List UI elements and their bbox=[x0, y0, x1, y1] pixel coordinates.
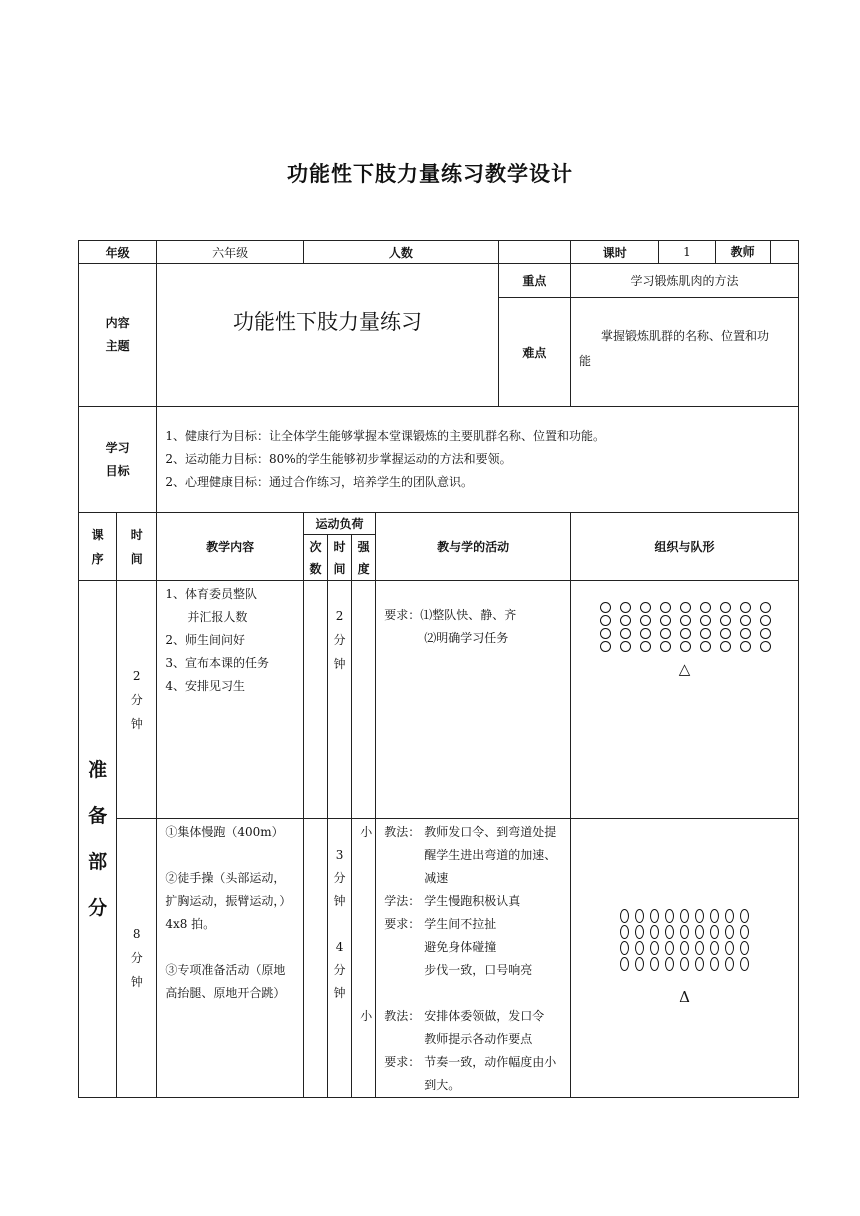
duration-char: 分 bbox=[333, 963, 346, 977]
col-int-line2: 度 bbox=[357, 561, 370, 576]
difficulty-line1: 掌握锻炼肌群的名称、位置和功 bbox=[601, 329, 770, 343]
activity-text: 节奏一致，动作幅度由小 bbox=[424, 1055, 557, 1069]
student-circle-icon bbox=[710, 957, 719, 971]
grade-label: 年级 bbox=[79, 241, 157, 264]
student-circle-icon bbox=[725, 925, 734, 939]
student-circle-icon bbox=[660, 602, 671, 613]
activity-line: ⑵明确学习任务 bbox=[424, 631, 509, 645]
row1-times bbox=[303, 581, 327, 819]
student-circle-icon bbox=[710, 909, 719, 923]
grade-value: 六年级 bbox=[157, 241, 304, 264]
activity-line bbox=[384, 959, 570, 982]
student-circle-icon bbox=[620, 615, 631, 626]
section-char: 分 bbox=[88, 897, 108, 919]
topic-title: 功能性下肢力量练习 bbox=[157, 264, 498, 407]
student-circle-icon bbox=[665, 925, 674, 939]
time-char: 2 bbox=[132, 668, 141, 683]
content-line: 高抬腿、原地开合跳） bbox=[165, 986, 286, 1000]
col-time-line1: 时 bbox=[130, 527, 143, 542]
student-circle-icon bbox=[640, 628, 651, 639]
content-line: 4x8 拍。 bbox=[165, 917, 216, 931]
student-circle-icon bbox=[650, 909, 659, 923]
period-value: 1 bbox=[659, 241, 715, 264]
time-char: 8 bbox=[132, 927, 141, 941]
col-times-line2: 数 bbox=[309, 561, 322, 576]
content-line: 4、安排见习生 bbox=[165, 679, 245, 693]
duration-char: 分 bbox=[333, 871, 346, 885]
student-circle-icon bbox=[680, 909, 689, 923]
student-circle-icon bbox=[600, 615, 611, 626]
student-circle-icon bbox=[710, 925, 719, 939]
student-circle-icon bbox=[680, 615, 691, 626]
content-line: ②徒手操（头部运动， bbox=[165, 871, 286, 885]
activity-lead: 要求： bbox=[384, 1055, 421, 1069]
student-circle-icon bbox=[720, 628, 731, 639]
student-circle-icon bbox=[680, 628, 691, 639]
student-circle-icon bbox=[760, 615, 771, 626]
col-time bbox=[117, 513, 157, 581]
student-circle-icon bbox=[740, 925, 749, 939]
activity-lead: 教法： bbox=[384, 1009, 421, 1023]
student-circle-icon bbox=[695, 909, 704, 923]
col-load-duration bbox=[328, 535, 352, 581]
student-circle-icon bbox=[680, 941, 689, 955]
content-line: 扩胸运动，振臂运动，） bbox=[165, 894, 292, 908]
activity-line bbox=[384, 1028, 570, 1051]
col-content: 教学内容 bbox=[157, 513, 304, 581]
page-title: 功能性下肢力量练习教学设计 bbox=[287, 162, 573, 186]
student-circle-icon bbox=[640, 602, 651, 613]
row2-formation bbox=[571, 819, 799, 1098]
intensity-value: 小 bbox=[360, 825, 373, 839]
row1-content bbox=[157, 581, 304, 819]
col-times-line1: 次 bbox=[309, 539, 322, 554]
activity-line bbox=[384, 1005, 570, 1028]
student-circle-icon bbox=[760, 602, 771, 613]
student-circle-icon bbox=[680, 641, 691, 652]
teacher-cell bbox=[715, 241, 798, 264]
goals-label-line1: 学习 bbox=[105, 440, 130, 455]
activity-line bbox=[384, 913, 570, 936]
content-label-line2: 主题 bbox=[105, 339, 130, 353]
col-int-line1: 强 bbox=[357, 539, 370, 554]
time-char: 分 bbox=[130, 692, 143, 707]
student-circle-icon bbox=[710, 941, 719, 955]
student-circle-icon bbox=[600, 628, 611, 639]
col-order-line2: 序 bbox=[91, 551, 104, 566]
activity-line bbox=[384, 844, 570, 867]
col-order bbox=[79, 513, 117, 581]
content-label bbox=[79, 264, 157, 407]
count-value bbox=[498, 241, 570, 264]
student-circle-icon bbox=[720, 602, 731, 613]
time-char: 分 bbox=[130, 951, 143, 965]
activity-line bbox=[384, 1051, 570, 1074]
activity-lead: 教法： bbox=[384, 825, 421, 839]
student-circle-icon bbox=[660, 615, 671, 626]
row2-time bbox=[117, 819, 157, 1098]
teacher-position-icon: △ bbox=[678, 660, 691, 678]
goals-list bbox=[157, 407, 799, 513]
student-circle-icon bbox=[720, 641, 731, 652]
student-circle-icon bbox=[620, 909, 629, 923]
col-load-intensity bbox=[352, 535, 376, 581]
teacher-label: 教师 bbox=[716, 241, 771, 263]
student-circle-icon bbox=[635, 957, 644, 971]
student-circle-icon bbox=[725, 909, 734, 923]
student-circle-icon bbox=[680, 957, 689, 971]
activity-text: 到大。 bbox=[424, 1078, 461, 1092]
count-label: 人数 bbox=[303, 241, 498, 264]
content-line: 并汇报人数 bbox=[187, 610, 248, 624]
col-time-line2: 间 bbox=[130, 551, 143, 566]
goal-item: 1、健康行为目标：让全体学生能够掌握本堂课锻炼的主要肌群名称、位置和功能。 bbox=[165, 429, 605, 443]
duration-char: 2 bbox=[335, 609, 344, 623]
student-circle-icon bbox=[740, 641, 751, 652]
student-circle-icon bbox=[635, 909, 644, 923]
activity-text: 减速 bbox=[424, 871, 449, 885]
student-circle-icon bbox=[760, 628, 771, 639]
activity-line bbox=[384, 936, 570, 959]
difficulty-value bbox=[571, 298, 799, 407]
activity-text: 学生间不拉扯 bbox=[424, 917, 497, 931]
period-label: 课时 bbox=[571, 241, 659, 264]
activity-line: 要求：⑴整队快、静、齐 bbox=[384, 608, 517, 622]
student-circle-icon bbox=[740, 909, 749, 923]
activity-line bbox=[384, 890, 570, 913]
content-line: 1、体育委员整队 bbox=[165, 587, 257, 601]
row1-duration bbox=[328, 581, 352, 819]
duration-char: 钟 bbox=[333, 986, 346, 1000]
col-organization: 组织与队形 bbox=[571, 513, 799, 581]
teacher-position-icon: Δ bbox=[679, 988, 690, 1006]
student-circle-icon bbox=[620, 957, 629, 971]
col-order-line1: 课 bbox=[91, 527, 104, 542]
student-circle-icon bbox=[640, 615, 651, 626]
student-circle-icon bbox=[620, 941, 629, 955]
content-line: 2、师生间问好 bbox=[165, 633, 245, 647]
time-char: 钟 bbox=[130, 975, 143, 989]
row1-time bbox=[117, 581, 157, 819]
key-point-value: 学习锻炼肌肉的方法 bbox=[571, 264, 799, 298]
duration-char bbox=[328, 821, 351, 844]
activity-line bbox=[384, 1074, 570, 1097]
time-char: 钟 bbox=[130, 716, 143, 731]
activity-text: 教师发口令、到弯道处提 bbox=[424, 825, 557, 839]
duration-char: 3 bbox=[335, 848, 344, 862]
student-circle-icon bbox=[740, 628, 751, 639]
difficulty-line2: 能 bbox=[579, 354, 592, 368]
student-circle-icon bbox=[620, 602, 631, 613]
activity-line bbox=[384, 867, 570, 890]
student-circle-icon bbox=[600, 641, 611, 652]
student-circle-icon bbox=[665, 909, 674, 923]
row2-times bbox=[303, 819, 327, 1098]
student-circle-icon bbox=[660, 628, 671, 639]
activity-line bbox=[384, 821, 570, 844]
row1-formation bbox=[571, 581, 799, 819]
student-circle-icon bbox=[700, 628, 711, 639]
student-circle-icon bbox=[635, 925, 644, 939]
student-circle-icon bbox=[600, 602, 611, 613]
goal-item: 2、运动能力目标：80%的学生能够初步掌握运动的方法和要领。 bbox=[165, 452, 512, 466]
goal-item: 2、心理健康目标：通过合作练习，培养学生的团队意识。 bbox=[165, 475, 473, 489]
student-circle-icon bbox=[725, 941, 734, 955]
content-line: ①集体慢跑（400m） bbox=[165, 825, 284, 839]
student-circle-icon bbox=[620, 628, 631, 639]
row1-intensity bbox=[352, 581, 376, 819]
student-circle-icon bbox=[680, 925, 689, 939]
activity-line bbox=[384, 982, 570, 1005]
student-circle-icon bbox=[740, 602, 751, 613]
student-circle-icon bbox=[650, 925, 659, 939]
col-load-times bbox=[303, 535, 327, 581]
duration-char: 分 bbox=[333, 633, 346, 647]
difficulty-label: 难点 bbox=[498, 298, 570, 407]
row2-intensity bbox=[352, 819, 376, 1098]
row2-activity bbox=[376, 819, 571, 1098]
student-circle-icon bbox=[695, 941, 704, 955]
student-circle-icon bbox=[620, 925, 629, 939]
student-circle-icon bbox=[650, 957, 659, 971]
student-circle-icon bbox=[695, 925, 704, 939]
col-dur-line2: 间 bbox=[333, 561, 346, 576]
student-circle-icon bbox=[650, 941, 659, 955]
content-line bbox=[165, 936, 303, 959]
student-circle-icon bbox=[665, 957, 674, 971]
row2-duration bbox=[328, 819, 352, 1098]
duration-char: 钟 bbox=[333, 894, 346, 908]
student-formation bbox=[571, 909, 798, 971]
student-circle-icon bbox=[680, 602, 691, 613]
student-circle-icon bbox=[740, 957, 749, 971]
content-line bbox=[165, 844, 303, 867]
student-circle-icon bbox=[620, 641, 631, 652]
intensity-value: 小 bbox=[360, 1009, 373, 1023]
activity-text: 醒学生进出弯道的加速、 bbox=[424, 848, 557, 862]
student-circle-icon bbox=[700, 615, 711, 626]
activity-text: 避免身体碰撞 bbox=[424, 940, 497, 954]
activity-text: 安排体委领做，发口令 bbox=[424, 1009, 545, 1023]
duration-char: 钟 bbox=[333, 657, 346, 671]
student-circle-icon bbox=[700, 641, 711, 652]
goals-label bbox=[79, 407, 157, 513]
activity-text: 步伐一致，口号响亮 bbox=[424, 963, 533, 977]
section-label bbox=[79, 581, 117, 1098]
student-circle-icon bbox=[725, 957, 734, 971]
student-circle-icon bbox=[720, 615, 731, 626]
student-circle-icon bbox=[640, 641, 651, 652]
row2-content bbox=[157, 819, 304, 1098]
goals-label-line2: 目标 bbox=[105, 463, 130, 478]
section-char: 备 bbox=[88, 805, 108, 827]
row1-activity bbox=[376, 581, 571, 819]
duration-char: 4 bbox=[335, 940, 344, 954]
col-activity: 教与学的活动 bbox=[376, 513, 571, 581]
content-line: 3、宣布本课的任务 bbox=[165, 656, 269, 670]
activity-lead: 要求： bbox=[384, 917, 421, 931]
student-circle-icon bbox=[660, 641, 671, 652]
student-circle-icon bbox=[740, 615, 751, 626]
content-line: ③专项准备活动（原地 bbox=[165, 963, 286, 977]
student-circle-icon bbox=[700, 602, 711, 613]
key-point-label: 重点 bbox=[498, 264, 570, 298]
lesson-plan-table bbox=[78, 240, 799, 1098]
duration-char bbox=[328, 913, 351, 936]
section-char: 准 bbox=[88, 759, 108, 781]
content-label-line1: 内容 bbox=[105, 316, 130, 330]
student-circle-icon bbox=[760, 641, 771, 652]
section-char: 部 bbox=[88, 851, 108, 873]
student-circle-icon bbox=[695, 957, 704, 971]
col-load: 运动负荷 bbox=[303, 513, 375, 535]
activity-text: 教师提示各动作要点 bbox=[424, 1032, 533, 1046]
col-dur-line1: 时 bbox=[333, 539, 346, 554]
student-circle-icon bbox=[635, 941, 644, 955]
student-formation bbox=[571, 602, 798, 652]
activity-lead: 学法： bbox=[384, 894, 421, 908]
student-circle-icon bbox=[665, 941, 674, 955]
student-circle-icon bbox=[740, 941, 749, 955]
teacher-value bbox=[771, 241, 798, 263]
activity-text: 学生慢跑积极认真 bbox=[424, 894, 521, 908]
